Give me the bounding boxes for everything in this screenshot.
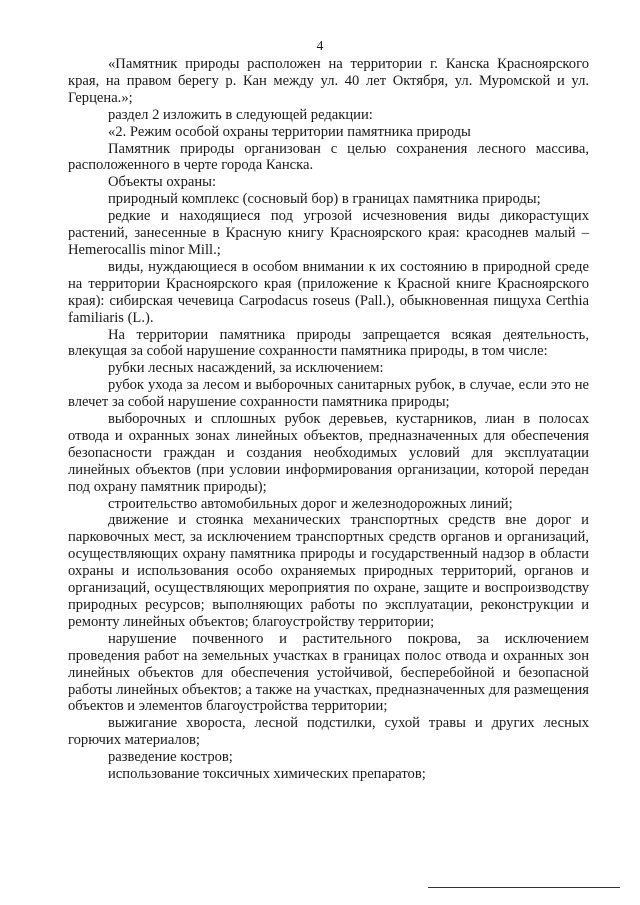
paragraph-sanitary-logging: рубок ухода за лесом и выборочных санитарных рубок, в случае, если это не влечет за собой нарушение сохранности памятника природы; <box>68 377 589 411</box>
paragraph-burning: выжигание хвороста, лесной подстилки, сухой травы и других лесных горючих материалов; <box>68 715 589 749</box>
paragraph-campfires: разведение костров; <box>108 749 233 766</box>
paragraph-soil-disturbance: нарушение почвенного и растительного покрова, за исключением проведения работ на земельных участках в границах полос отвода и охранных зон линейных объектов для обеспечения устойчивой, бесперебойной и безопасной работы линейных объектов; а также на участках, предназначенных для размещения объектов и элементов благоустройства территории; <box>68 630 589 715</box>
paragraph-vehicle-movement: движение и стоянка механических транспортных средств вне дорог и парковочных мест, за исключением транспортных средств органов и организаций, осуществляющих охрану памятника природы и государственный надзор в области охраны и использования особо охраняемых природных территорий, органов и организаций, осуществляющих мероприятия по охране, защите и воспроизводству природных ресурсов; выполняющих работы по эксплуатации, реконструкции и ремонту линейных объектов; благоустройству территории; <box>68 512 589 630</box>
paragraph-rare-plants: редкие и находящиеся под угрозой исчезновения виды дикорастущих растений, занесенные в Красную книгу Красноярского края: красоднев малый – Hemerocallis minor Mill.; <box>68 208 589 258</box>
paragraph-logging: рубки лесных насаждений, за исключением: <box>108 360 384 377</box>
page-number: 4 <box>316 38 324 53</box>
paragraph-location: «Памятник природы расположен на территории г. Канска Красноярского края, на правом берегу р. Кан между ул. 40 лет Октября, ул. Муромской и ул. Герцена.»; <box>68 56 589 106</box>
paragraph-protected-objects-heading: Объекты охраны: <box>108 174 217 191</box>
paragraph-prohibitions-intro: На территории памятника природы запрещается всякая деятельность, влекущая за собой нарушение сохранности памятника природы, в том числе: <box>68 326 589 360</box>
document-body <box>68 56 589 783</box>
paragraph-section-amendment: раздел 2 изложить в следующей редакции: <box>108 106 373 123</box>
section-heading: «2. Режим особой охраны территории памятника природы <box>108 123 471 140</box>
footer-rule <box>428 887 620 888</box>
paragraph-toxic-chemicals: использование токсичных химических препаратов; <box>108 766 426 783</box>
paragraph-species-attention: виды, нуждающиеся в особом внимании к их состоянию в природной среде на территории Красноярского края (приложение к Красной книге Красноярского края): сибирская чечевица Carpodacus roseus (Pall.), обыкновенная пищуха Certhia familiaris (L.). <box>68 258 589 326</box>
paragraph-purpose: Памятник природы организован с целью сохранения лесного массива, расположенного в черте города Канска. <box>68 140 589 174</box>
paragraph-natural-complex: природный комплекс (сосновый бор) в границах памятника природы; <box>108 191 541 208</box>
paragraph-selective-logging: выборочных и сплошных рубок деревьев, кустарников, лиан в полосах отвода и охранных зонах линейных объектов, предназначенных для обеспечения безопасности граждан и создания необходимых условий для эксплуатации линейных объектов (при условии информирования организации, которой передан под охрану памятник природы); <box>68 411 589 495</box>
paragraph-road-construction: строительство автомобильных дорог и железнодорожных линий; <box>108 495 513 512</box>
